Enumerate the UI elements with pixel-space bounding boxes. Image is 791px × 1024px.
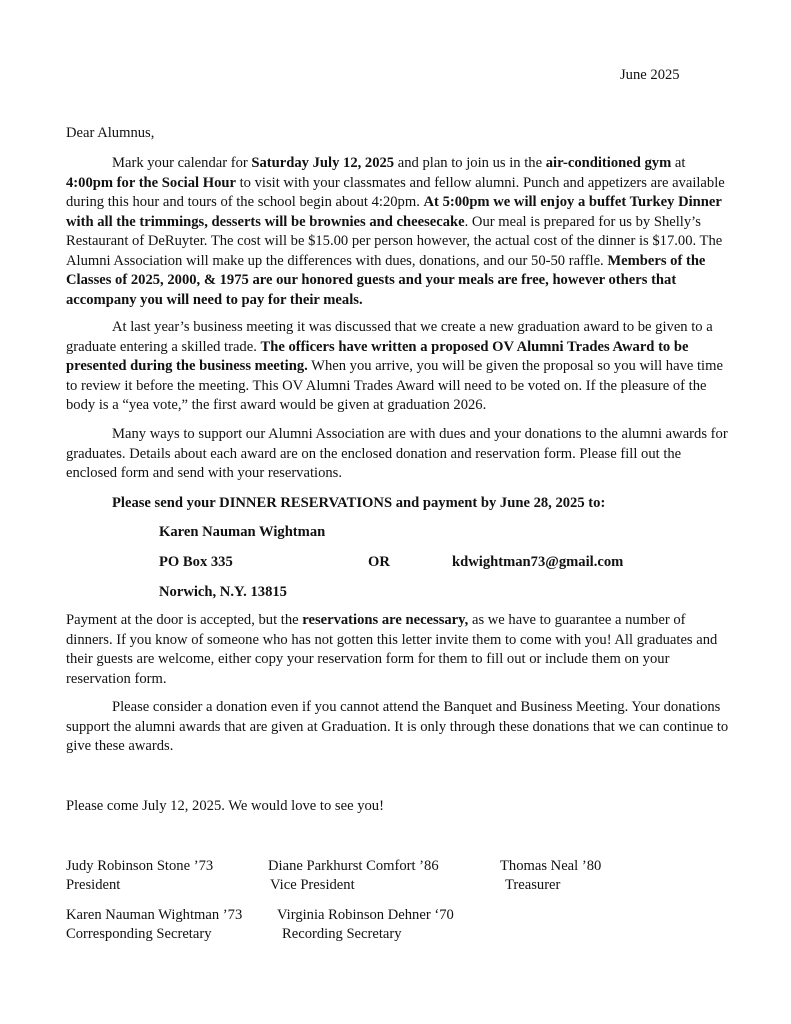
closing-line: Please come July 12, 2025. We would love to see you! [66, 798, 384, 814]
officer-title: Corresponding Secretary [66, 926, 212, 942]
officer-name: Thomas Neal ’80 [500, 858, 602, 874]
address-or: OR [368, 554, 390, 570]
paragraph-payment: Payment at the door is accepted, but the reservations are necessary, as we have to guarantee a number of dinners. If you know of someone who has not gotten this letter invite them to come with you! All graduates and their guests are welcome, either copy your reservation form for them to fill out or include them on your reservation form. [66, 612, 718, 687]
officer-title: Recording Secretary [282, 926, 402, 942]
address-name: Karen Nauman Wightman [159, 524, 326, 540]
officer-title: Vice President [270, 877, 355, 893]
officer-name: Judy Robinson Stone ’73 [66, 858, 214, 874]
address-email[interactable]: kdwightman73@gmail.com [452, 554, 624, 570]
address-city: Norwich, N.Y. 13815 [159, 584, 287, 600]
officer-name: Virginia Robinson Dehner ‘70 [277, 907, 454, 923]
letter-date: June 2025 [620, 67, 680, 83]
officer-name: Karen Nauman Wightman ’73 [66, 907, 243, 923]
address-po-box: PO Box 335 [159, 554, 233, 570]
paragraph-donation: Please consider a donation even if you cannot attend the Banquet and Business Meeting. Your donations support the alumni awards that are given at Graduation. It is only through these donations that we can continue to give these awards. [66, 699, 729, 754]
paragraph-event-details: Mark your calendar for Saturday July 12, 2025 and plan to join us in the air-conditioned gym at 4:00pm for the Social Hour to visit with your classmates and fellow alumni. Punch and appetizers are available during this hour and tours of the school begin about 4:20pm. At 5:00pm we will enjoy a buffet Turkey Dinner with all the trimmings, desserts will be brownies and cheesecake. Our meal is prepared for us by Shelly’s Restaurant of DeRuyter. The cost will be $15.00 per person however, the actual cost of the dinner is $17.00. The Alumni Association will make up the differences with dues, donations, and our 50-50 raffle. Members of the Classes of 2025, 2000, & 1975 are our honored guests and your meals are free, however others that accompany you will need to pay for their meals. [66, 155, 725, 308]
salutation: Dear Alumnus, [66, 125, 155, 141]
paragraph-trades-award: At last year’s business meeting it was discussed that we create a new graduation award to be given to a graduate entering a skilled trade. The officers have written a proposed OV Alumni Trades Award to be presented during the business meeting. When you arrive, you will be given the proposal so you will have time to review it before the meeting. This OV Alumni Trades Award will need to be voted on. If the pleasure of the body is a “yea vote,” the first award would be given at graduation 2026. [66, 319, 723, 413]
paragraph-support: Many ways to support our Alumni Association are with dues and your donations to the alumni awards for graduates. Details about each award are on the enclosed donation and reservation form. Please fill out the enclosed form and send with your reservations. [66, 426, 728, 481]
officer-title: President [66, 877, 121, 893]
reservations-heading: Please send your DINNER RESERVATIONS and payment by June 28, 2025 to: [112, 495, 606, 511]
officer-name: Diane Parkhurst Comfort ’86 [268, 858, 439, 874]
officer-title: Treasurer [505, 877, 561, 893]
